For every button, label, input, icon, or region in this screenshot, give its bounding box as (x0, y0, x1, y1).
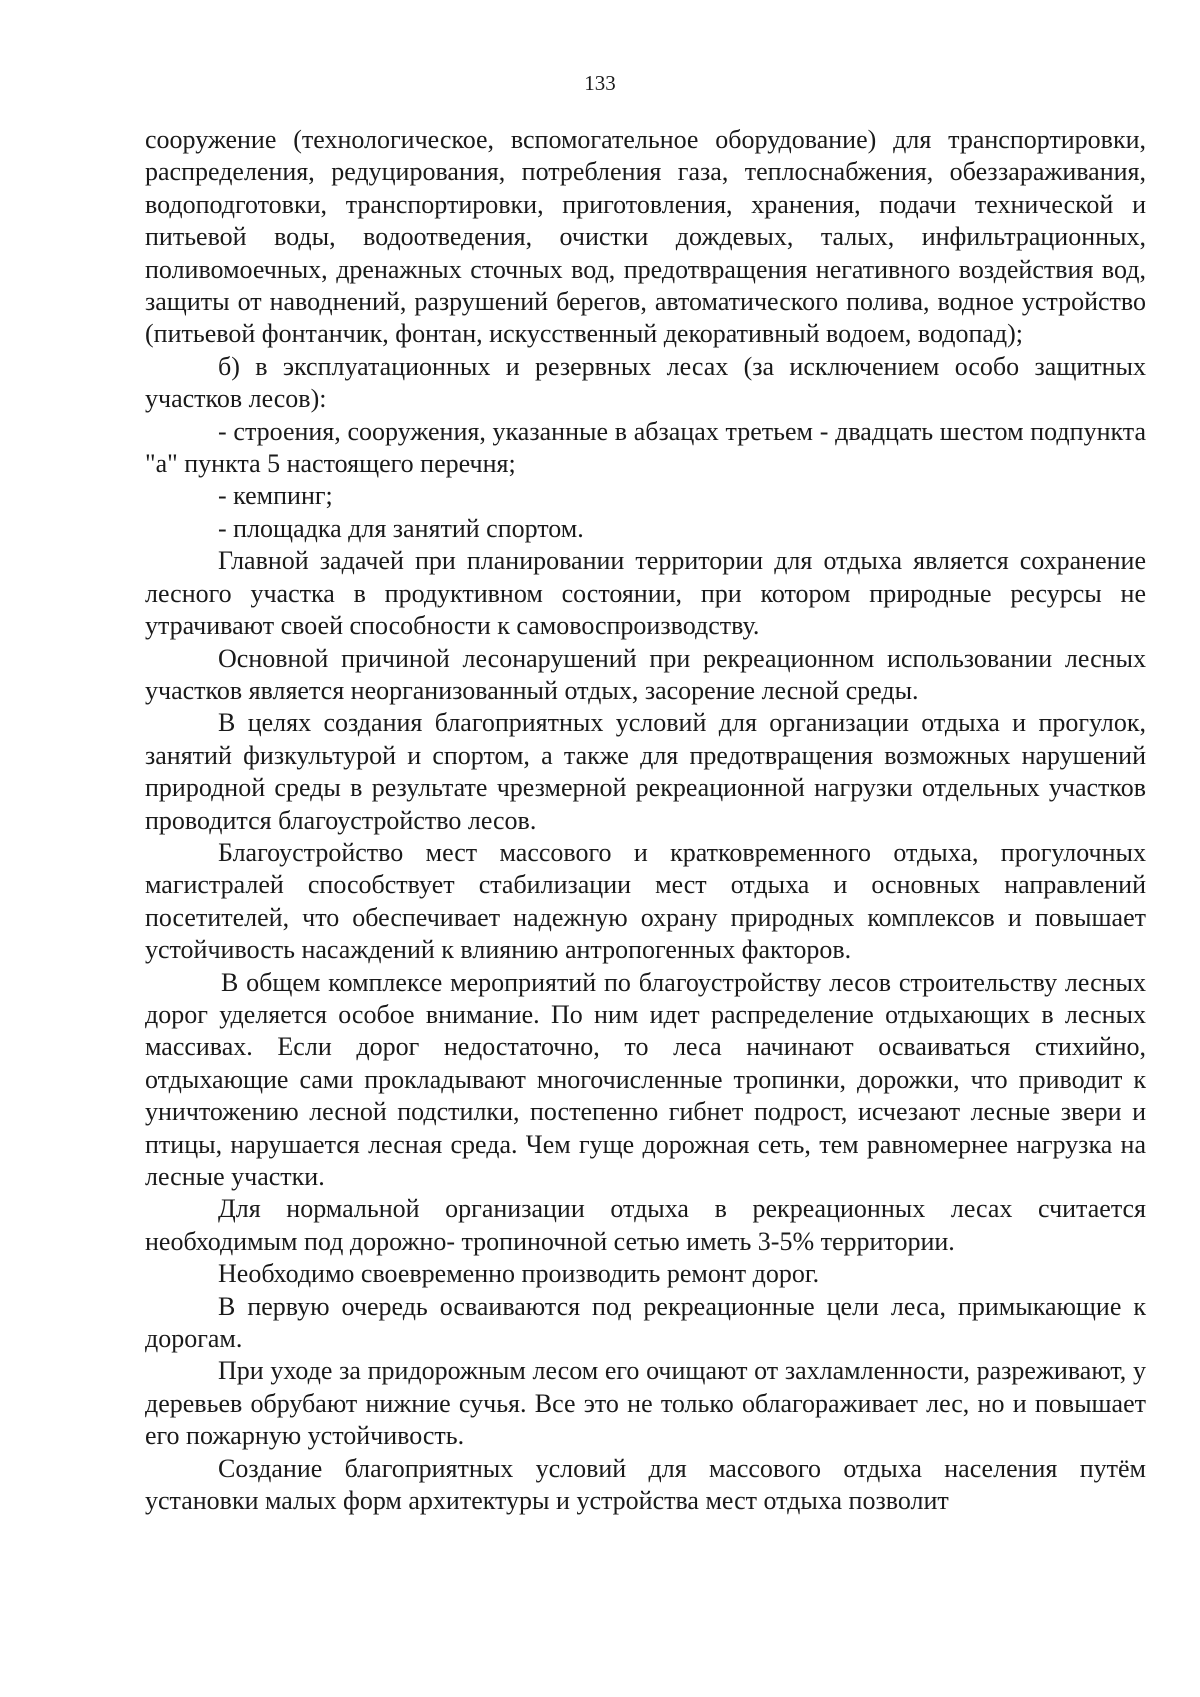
paragraph: Создание благоприятных условий для массового отдыха населения путём установки малых форм архитектуры и устройства мест отдыха позволит (145, 1453, 1146, 1516)
paragraph: б) в эксплуатационных и резервных лесах (за исключением особо защитных участков лесов): (145, 351, 1146, 414)
paragraph: Основной причиной лесонарушений при рекреационном использовании лесных участков является неорганизованный отдых, засорение лесной среды. (145, 643, 1146, 705)
paragraph: Необходимо своевременно производить ремонт дорог. (218, 1259, 820, 1289)
list-item: - площадка для занятий спортом. (218, 513, 584, 543)
paragraph: Главной задачей при планировании территории для отдыха является сохранение лесного участка в продуктивном состоянии, при котором природные ресурсы не утрачивают своей способности к самовоспроизводству. (145, 546, 1146, 641)
page-number: 133 (584, 71, 616, 95)
paragraph: При уходе за придорожным лесом его очищают от захламленности, разреживают, у деревьев обрубают нижние сучья. Все это не только облагораживает лес, но и повышает его пожарную устойчивость. (145, 1356, 1146, 1451)
paragraph: Благоустройство мест массового и кратковременного отдыха, прогулочных магистралей способствует стабилизации мест отдыха и основных направлений посетителей, что обеспечивает надежную охрану природных комплексов и повышает устойчивость насаждений к влиянию антропогенных факторов. (145, 837, 1146, 965)
paragraph: В первую очередь осваиваются под рекреационные цели леса, примыкающие к дорогам. (145, 1291, 1146, 1354)
paragraph: Для нормальной организации отдыха в рекреационных лесах считается необходимым под дорожно- тропиночной сетью иметь 3-5% территории. (145, 1194, 1146, 1256)
paragraph: В общем комплексе мероприятий по благоустройству лесов строительству лесных дорог уделяется особое внимание. По ним идет распределение отдыхающих в лесных массивах. Если дорог недостаточно, то леса начинают осваиваться стихийно, отдыхающие сами прокладывают многочисленные тропинки, дорожки, что приводит к уничтожению лесной подстилки, постепенно гибнет подрост, исчезают лесные звери и птицы, нарушается лесная среда. Чем гуще дорожная сеть, тем равномернее нагрузка на лесные участки. (145, 967, 1146, 1191)
paragraph: В целях создания благоприятных условий для организации отдыха и прогулок, занятий физкультурой и спортом, а также для предотвращения возможных нарушений природной среды в результате чрезмерной рекреационной нагрузки отдельных участков проводится благоустройство лесов. (145, 708, 1146, 835)
list-item: - кемпинг; (218, 481, 333, 511)
list-item: - строения, сооружения, указанные в абзацах третьем - двадцать шестом подпункта "а" пункта 5 настоящего перечня; (145, 416, 1146, 479)
document-body (145, 124, 1146, 1517)
paragraph: сооружение (технологическое, вспомогательное оборудование) для транспортировки, распределения, редуцирования, потребления газа, теплоснабжения, обеззараживания, водоподготовки, транспортировки, приготовления, хранения, подачи технической и питьевой воды, водоотведения, очистки дождевых, талых, инфильтрационных, поливомоечных, дренажных сточных вод, предотвращения негативного воздействия вод, защиты от наводнений, разрушений берегов, автоматического полива, водное устройство (питьевой фонтанчик, фонтан, искусственный декоративный водоем, водопад); (145, 125, 1146, 349)
